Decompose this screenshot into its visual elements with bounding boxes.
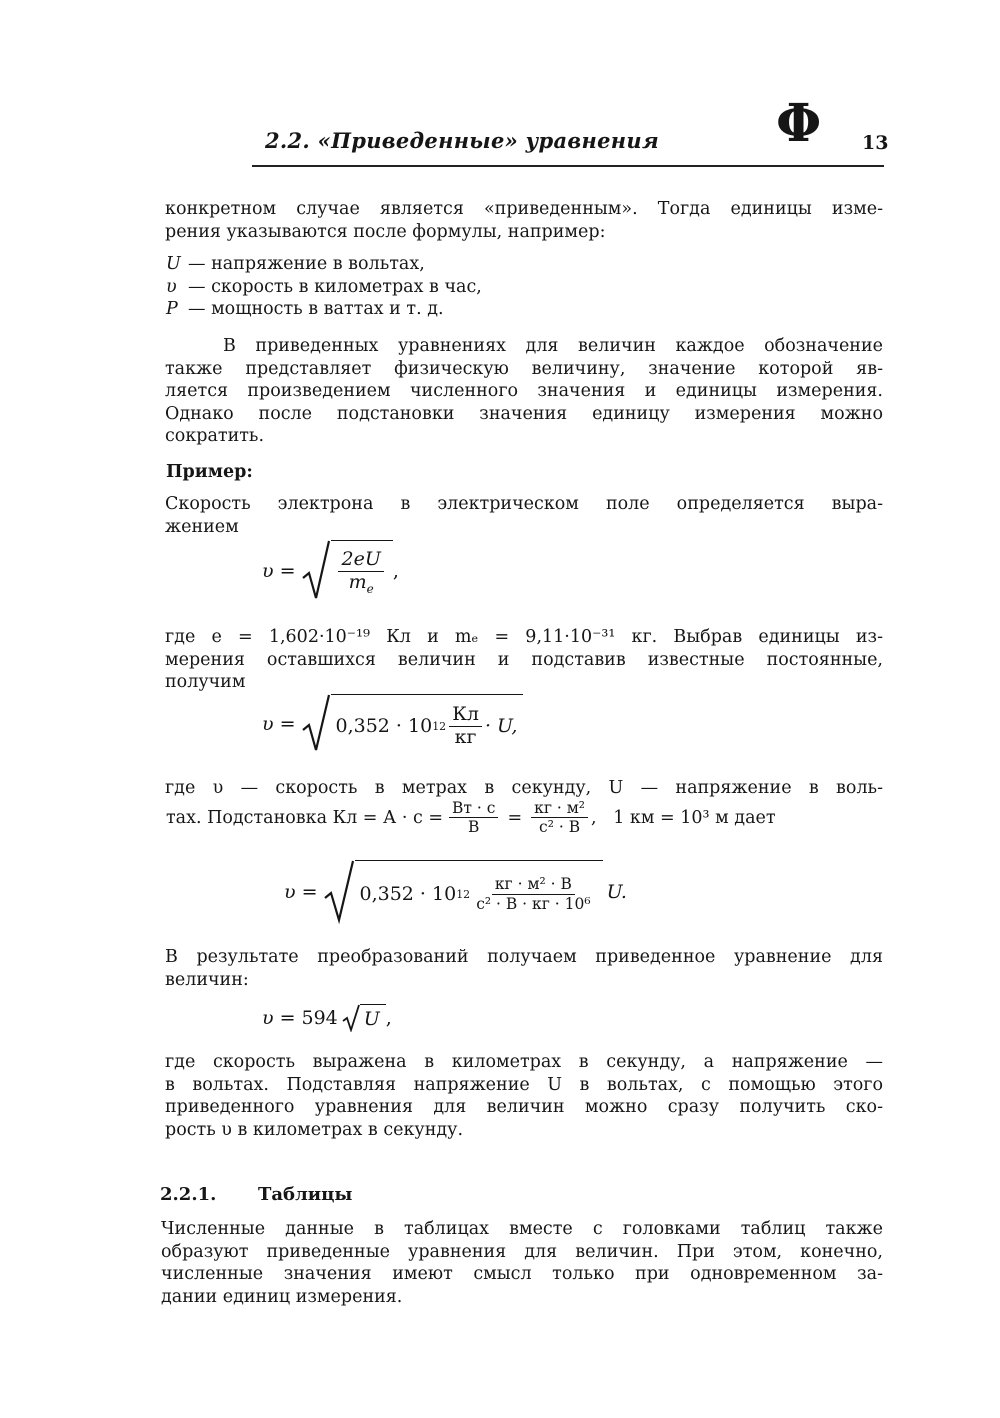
paragraph-line: сократить.: [165, 426, 265, 446]
paragraph-line: Численные данные в таблицах вместе с головками таблиц также: [161, 1219, 883, 1239]
result-line-2: величин:: [165, 969, 249, 990]
formula-equals: =: [279, 560, 296, 582]
fraction-denominator: m: [348, 571, 367, 594]
result-paragraph: [165, 946, 883, 991]
sqrt-icon: [301, 694, 523, 754]
fraction-denominator: В: [468, 818, 480, 837]
formula-coefficient: 594: [301, 1007, 338, 1029]
fraction-numerator: кг · м²: [531, 800, 588, 818]
example-line-1: Скорость электрона в электрическом поле определяется выра-: [165, 494, 883, 514]
fraction-denominator: с² · В: [539, 818, 581, 837]
constants-line-3: получим: [165, 672, 246, 692]
definition-symbol: U: [166, 254, 181, 274]
sqrt-icon: [323, 860, 602, 924]
definitions-list: [166, 253, 482, 321]
radicand: U: [360, 1004, 386, 1032]
sqrt-icon: [342, 1004, 386, 1032]
header-rule: [252, 165, 884, 167]
units-substitution-text: тах. Подстановка Кл = А · с =: [166, 807, 444, 828]
definition-text: — напряжение в вольтах,: [188, 254, 425, 274]
paragraph-line: дании единиц измерения.: [161, 1286, 403, 1307]
formula-equals: =: [279, 713, 296, 735]
fraction-numerator: кг · м² · В: [492, 876, 575, 894]
constants-line-2: мерения оставшихся величин и подставив известные постоянные,: [165, 649, 883, 670]
paragraph-line: В приведенных уравнениях для величин каждое обозначение: [223, 336, 883, 356]
paragraph-line: рость υ в километрах в секунду.: [165, 1119, 464, 1140]
example-label: Пример:: [166, 462, 253, 482]
definition-item: [166, 276, 482, 299]
example-line-2: жением: [165, 516, 239, 537]
fraction-numerator: Вт · с: [449, 800, 498, 818]
example-paragraph: [165, 493, 883, 538]
definition-text: — скорость в километрах в час,: [188, 276, 482, 297]
constants-paragraph: [165, 626, 883, 694]
phi-logo-icon: Φ: [776, 93, 822, 154]
fraction-denominator: с² · В · кг · 10⁶: [476, 894, 591, 913]
section-heading: [160, 1184, 352, 1205]
formula-speed-substituted: [284, 860, 627, 924]
formula-equals: =: [507, 807, 523, 828]
formula-equals: =: [301, 881, 318, 903]
tables-paragraph: [161, 1218, 883, 1308]
fraction-denominator-subscript: e: [366, 582, 374, 597]
definition-symbol: υ: [166, 276, 177, 297]
formula-tail: ,: [392, 560, 399, 582]
constants-line-1: где e = 1,602·10⁻¹⁹ Кл и mₑ = 9,11·10⁻³¹ кг. Выбрав единицы из-: [165, 627, 883, 647]
section-title: Таблицы: [258, 1184, 353, 1205]
units-line-2: [166, 800, 776, 836]
formula-tail: · U,: [484, 715, 518, 737]
intro-paragraph: [165, 198, 883, 243]
intro-line-2: рения указываются после формулы, например:: [165, 221, 606, 242]
intro-line-1: конкретном случае является «приведенным». Тогда единицы изме-: [165, 199, 883, 219]
formula-reduced-equation: [262, 1004, 392, 1032]
formula-equals: =: [279, 1007, 296, 1029]
running-header-title: 2.2. «Приведенные» уравнения: [265, 128, 659, 153]
paragraph-line: ляется произведением численного значения и единицы измерения.: [165, 381, 883, 401]
definition-text: — мощность в ваттах и т. д.: [188, 299, 444, 319]
paragraph-line: в вольтах. Подставляя напряжение U в вольтах, с помощью этого: [165, 1074, 883, 1095]
fraction-numerator: Кл: [449, 705, 482, 727]
definition-item: [166, 298, 482, 321]
formula-lhs: υ: [262, 560, 274, 582]
formula-exponent: 12: [432, 719, 447, 733]
result-line-1: В результате преобразований получаем приведенное уравнение для: [165, 947, 883, 967]
units-paragraph: [165, 777, 883, 800]
formula-electron-speed: [262, 540, 399, 602]
formula-coefficient: 0,352 · 10: [335, 715, 433, 737]
paragraph-line: численные значения имеют смысл только при одновременном за-: [161, 1264, 883, 1284]
units-line-1: где υ — скорость в метрах в секунду, U — напряжение в воль-: [165, 778, 883, 798]
fraction-denominator: кг: [454, 725, 477, 748]
sqrt-icon: [301, 540, 392, 602]
paragraph-line: где скорость выражена в километрах в секунду, а напряжение —: [165, 1052, 883, 1072]
reduced-equation-explanation: [165, 1051, 883, 1141]
section-number: 2.2.1.: [160, 1184, 217, 1205]
formula-exponent: 12: [456, 887, 471, 901]
definition-symbol: P: [166, 299, 178, 319]
formula-lhs: υ: [262, 1007, 274, 1029]
paragraph-line: Однако после подстановки значения единицу измерения можно: [165, 403, 883, 424]
formula-tail: ,: [385, 1007, 392, 1029]
formula-tail: U.: [606, 881, 627, 903]
paragraph-line: приведенного уравнения для величин можно сразу получить ско-: [165, 1097, 883, 1117]
paragraph-reduced-equations: [165, 335, 883, 448]
page-number: 13: [862, 132, 889, 154]
fraction-numerator: 2eU: [338, 550, 383, 572]
definition-item: [166, 253, 482, 276]
units-km-text: , 1 км = 10³ м дает: [590, 807, 776, 828]
formula-coefficient: 0,352 · 10: [359, 883, 457, 905]
formula-lhs: υ: [284, 881, 296, 903]
formula-speed-numeric: [262, 694, 523, 754]
paragraph-line: образуют приведенные уравнения для величин. При этом, конечно,: [161, 1241, 883, 1262]
paragraph-line: также представляет физическую величину, значение которой яв-: [165, 358, 883, 379]
formula-lhs: υ: [262, 713, 274, 735]
